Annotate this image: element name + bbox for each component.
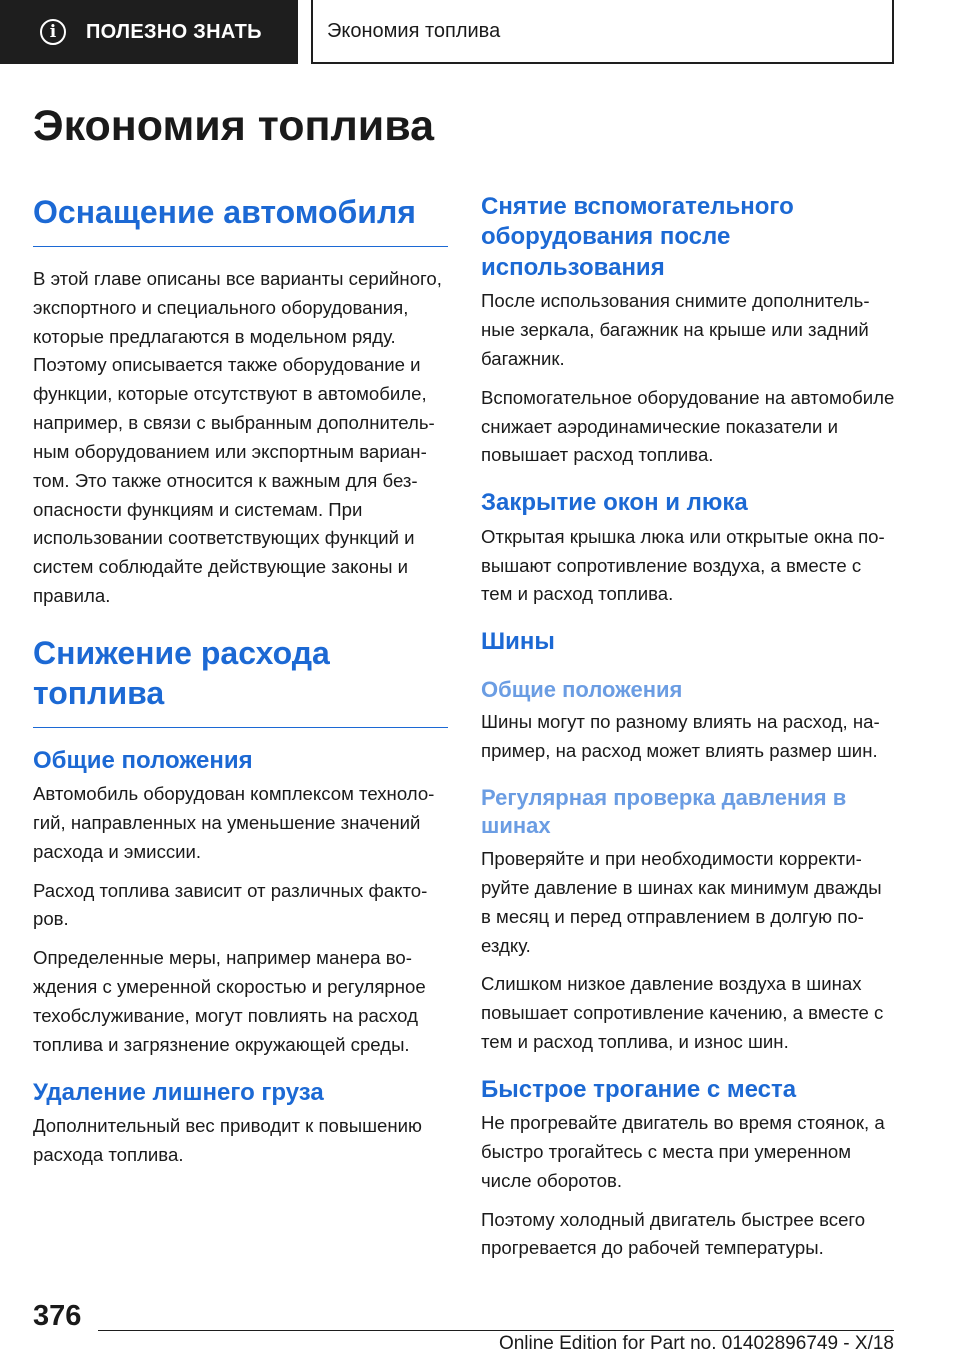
left-column: [33, 192, 448, 1180]
quick-start-p2: Поэтому холодный двигатель быстрее всего прогревается до рабочей температуры.: [481, 1208, 866, 1259]
tire-pressure-heading: Регулярная проверка давления в шинах: [481, 784, 847, 839]
quick-start-heading: Быстрое трогание с места: [481, 1075, 797, 1103]
remove-cargo-heading: Удаление лишнего груза: [33, 1078, 324, 1106]
general-provisions-p1: Автомобиль оборудован комплексом технологий, направленных на уменьшение значений расхода и эмиссии.: [33, 783, 435, 862]
footer-edition: Online Edition for Part no. 01402896749 - X/18: [498, 1333, 894, 1354]
quick-start-p1: Не прогревайте двигатель во время стоянок, а быстро трогайтесь с места при умеренном числе оборотов.: [481, 1112, 885, 1191]
page-title: Экономия топлива: [33, 102, 435, 150]
header-bar: [0, 0, 960, 66]
general-provisions-heading: Общие положения: [33, 746, 253, 774]
remove-accessories-p2: Вспомогательное оборудование на автомобиле снижает аэродинамические показатели и повышает расход топлива.: [481, 386, 895, 466]
close-windows-p1: Открытая крышка люка или открытые окна повышают сопротивление воздуха, а вместе с тем и расход топлива.: [481, 525, 885, 605]
general-provisions-p3: Определенные меры, например манера вождения с умеренной скоростью и регулярное техобслуживание, могут повлиять на расход топлива и загрязнение окружающей среды.: [33, 947, 426, 1055]
footer-divider: [98, 1330, 894, 1331]
close-windows-heading: Закрытие окон и люка: [481, 489, 748, 517]
remove-cargo-p1: Дополнительный вес приводит к повышению расхода топлива.: [33, 1115, 422, 1165]
vehicle-equipment-heading: Оснащение автомобиля: [33, 192, 448, 247]
section-tab-label: ПОЛЕЗНО ЗНАТЬ: [86, 20, 262, 43]
tires-heading: Шины: [481, 628, 555, 656]
remove-accessories-p1: После использования снимите дополнительные зеркала, багажник на крыше или задний багажник.: [481, 290, 870, 370]
remove-accessories-heading: Снятие вспомогательного оборудования после использования: [481, 193, 794, 281]
tires-general-p1: Шины могут по разному влиять на расход, например, на расход может влиять размер шин.: [481, 711, 880, 762]
reduce-consumption-heading: Снижение расхода топлива: [33, 633, 448, 728]
general-provisions-p2: Расход топлива зависит от различных факторов.: [33, 879, 428, 930]
topic-tab-label: Экономия топлива: [327, 19, 501, 42]
right-column: [481, 192, 896, 1273]
topic-tab[interactable]: [311, 0, 894, 64]
tire-pressure-p1: Проверяйте и при необходимости корректируйте давление в шинах как минимум дважды в месяц и перед отправлением в долгую поездку.: [481, 848, 882, 956]
tires-general-heading: Общие положения: [481, 676, 683, 702]
page-number: 376: [33, 1300, 82, 1332]
tire-pressure-p2: Слишком низкое давление воздуха в шинах повышает сопротивление качению, а вместе с тем и расход топлива, и износ шин.: [481, 973, 884, 1052]
vehicle-equipment-text: В этой главе описаны все варианты серийного, экспортного и специального оборудования, которые предлагаются в модельном ряду. Поэтому описывается также оборудование и функции, которые отсутствуют в автомобиле, например, в связи с выбранным дополнительным оборудованием или экспортным вариантом. Это также относится к важным для безопасности функциям и системам. При использовании соответствующих функций и систем соблюдайте действующие законы и правила.: [33, 268, 442, 606]
info-circle-icon: i: [40, 19, 66, 45]
section-tab[interactable]: [0, 0, 298, 64]
